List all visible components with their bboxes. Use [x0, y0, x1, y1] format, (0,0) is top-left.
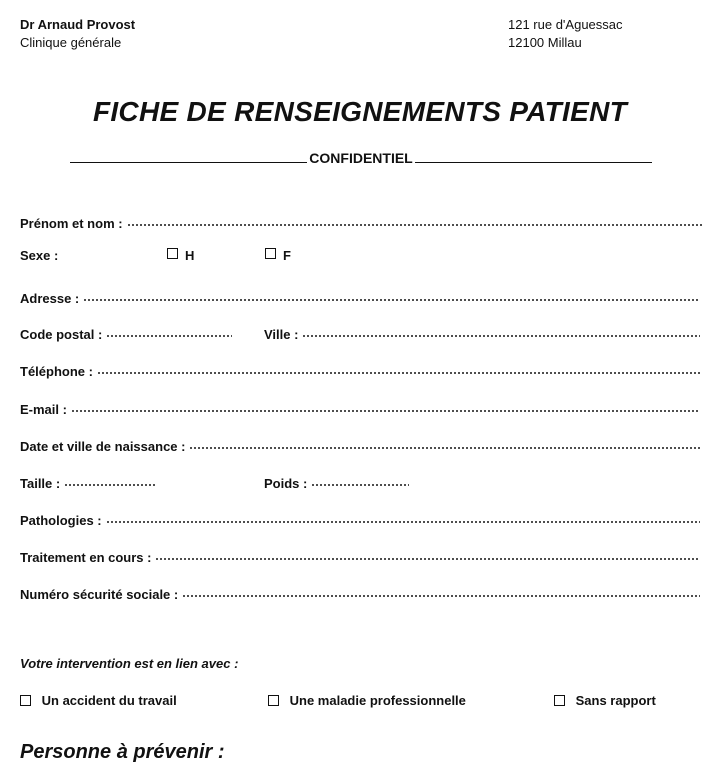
- option-occupational-disease[interactable]: [268, 692, 466, 710]
- rule-left: [70, 162, 307, 163]
- address-line-1: 121 rue d'Aguessac: [508, 17, 623, 32]
- address-line-2: 12100 Millau: [508, 35, 582, 50]
- checkbox-h[interactable]: [167, 248, 178, 259]
- sex-label: Sexe :: [20, 248, 59, 263]
- phone-label: Téléphone :: [20, 364, 93, 379]
- address-field[interactable]: [20, 285, 700, 306]
- social-security-label: Numéro sécurité sociale :: [20, 587, 179, 602]
- city-field[interactable]: [264, 321, 700, 342]
- postal-code-dotted-line[interactable]: [106, 321, 232, 339]
- postal-code-field[interactable]: [20, 321, 232, 342]
- option-unrelated[interactable]: [554, 692, 656, 710]
- birth-field[interactable]: [20, 433, 700, 454]
- email-dotted-line[interactable]: [71, 396, 700, 414]
- pathologies-dotted-line[interactable]: [106, 507, 700, 525]
- option-occupational-disease-label: Une maladie professionnelle: [289, 693, 466, 708]
- social-security-dotted-line[interactable]: [182, 581, 700, 599]
- phone-field[interactable]: [20, 358, 700, 379]
- sex-option-h[interactable]: [167, 247, 194, 265]
- option-work-accident-label: Un accident du travail: [41, 693, 177, 708]
- name-field[interactable]: [20, 210, 702, 231]
- address-dotted-line[interactable]: [83, 285, 700, 303]
- sex-option-f[interactable]: [265, 247, 291, 265]
- city-label: Ville :: [264, 327, 299, 342]
- birth-dotted-line[interactable]: [189, 433, 700, 451]
- intervention-question: Votre intervention est en lien avec :: [20, 656, 239, 671]
- email-field[interactable]: [20, 396, 700, 417]
- option-unrelated-label: Sans rapport: [575, 693, 656, 708]
- confidential-label: CONFIDENTIEL: [309, 150, 413, 166]
- weight-field[interactable]: [264, 470, 409, 491]
- letterhead: [20, 16, 700, 56]
- checkbox-unrelated[interactable]: [554, 695, 565, 706]
- treatment-label: Traitement en cours :: [20, 550, 152, 565]
- birth-label: Date et ville de naissance :: [20, 439, 186, 454]
- sex-f-label: F: [283, 248, 291, 263]
- doctor-name: Dr Arnaud Provost: [20, 17, 136, 32]
- phone-dotted-line[interactable]: [97, 358, 700, 376]
- social-security-field[interactable]: [20, 581, 700, 602]
- emergency-contact-heading: Personne à prévenir :: [20, 741, 225, 763]
- treatment-dotted-line[interactable]: [155, 544, 700, 562]
- postal-code-label: Code postal :: [20, 327, 103, 342]
- name-label: Prénom et nom :: [20, 216, 123, 231]
- doctor-specialty: Clinique générale: [20, 35, 122, 50]
- treatment-field[interactable]: [20, 544, 700, 565]
- option-work-accident[interactable]: [20, 692, 177, 710]
- height-dotted-line[interactable]: [64, 470, 156, 488]
- sex-h-label: H: [185, 248, 195, 263]
- rule-right: [415, 162, 652, 163]
- doctor-block: [20, 16, 135, 52]
- pathologies-label: Pathologies :: [20, 513, 102, 528]
- city-dotted-line[interactable]: [302, 321, 700, 339]
- address-label: Adresse :: [20, 291, 80, 306]
- pathologies-field[interactable]: [20, 507, 700, 528]
- form-title: FICHE DE RENSEIGNEMENTS PATIENT: [92, 96, 628, 127]
- name-dotted-line[interactable]: [127, 210, 702, 228]
- email-label: E-mail :: [20, 402, 67, 417]
- checkbox-work-accident[interactable]: [20, 695, 31, 706]
- weight-dotted-line[interactable]: [311, 470, 409, 488]
- confidential-banner: [70, 146, 652, 166]
- clinic-address: [508, 16, 623, 52]
- height-field[interactable]: [20, 470, 156, 491]
- checkbox-occupational-disease[interactable]: [268, 695, 279, 706]
- height-label: Taille :: [20, 476, 61, 491]
- weight-label: Poids :: [264, 476, 308, 491]
- checkbox-f[interactable]: [265, 248, 276, 259]
